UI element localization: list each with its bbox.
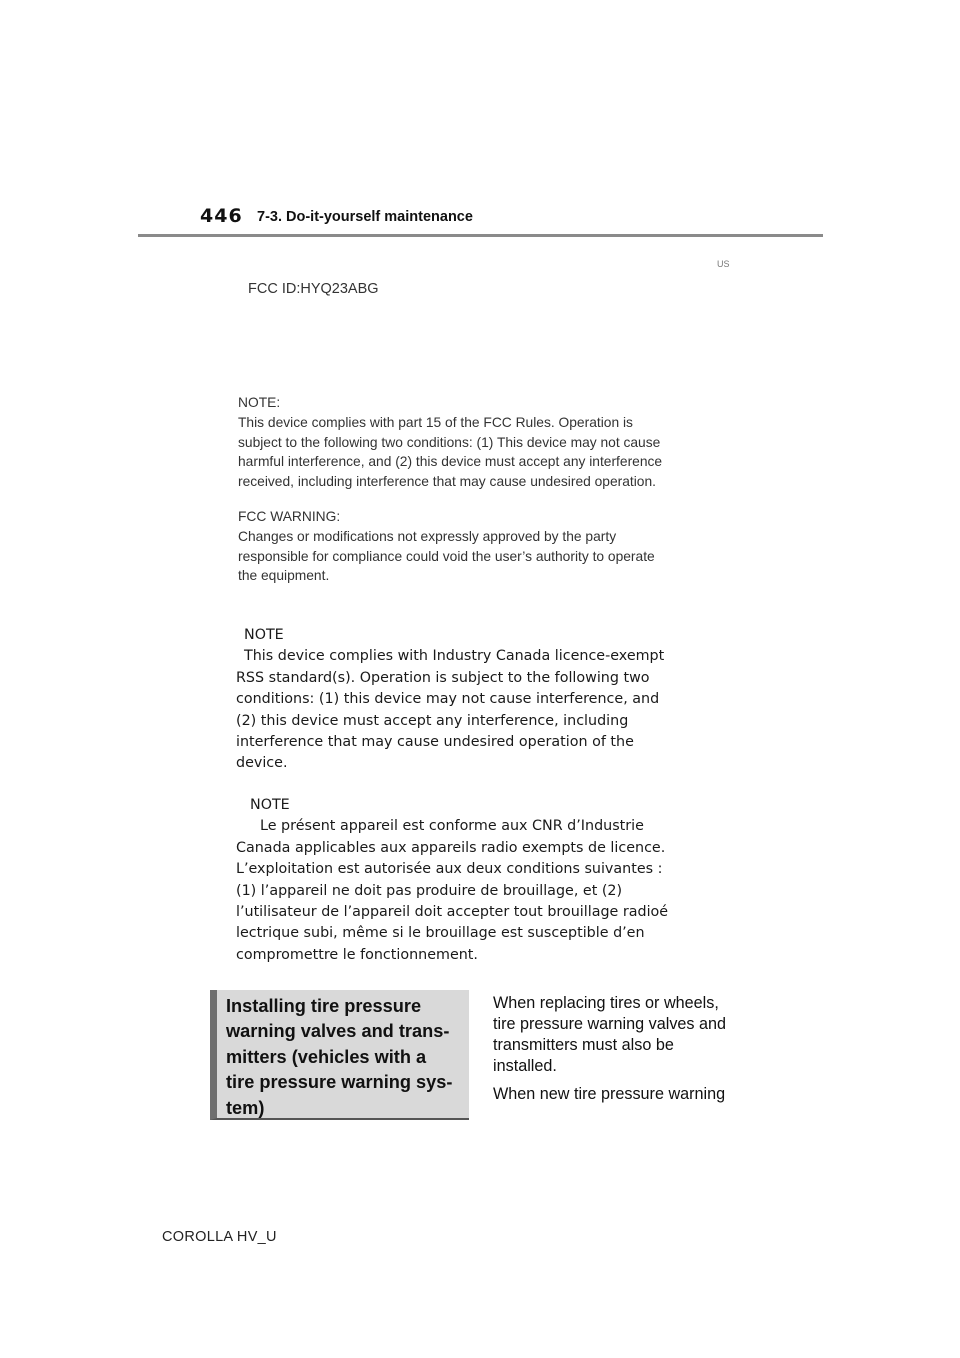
subsection-heading-line: tire pressure warning sys- [226,1072,453,1093]
ic-note-line: compromettre le fonctionnement. [236,946,478,963]
subsection-heading-line: warning valves and trans- [226,1021,450,1042]
body-line: installed. [493,1057,557,1075]
ic-note-line: conditions: (1) this device may not cause interference, and [236,691,660,708]
fcc-warning-heading: FCC WARNING: [238,509,341,524]
header-divider [138,234,823,237]
subsection-heading-line: tem) [226,1097,265,1118]
fcc-note-line: received, including interference that may cause undesired operation. [238,474,656,490]
ic-note-line: L’exploitation est autorisée aux deux conditions suivantes : [236,861,663,878]
ic-note-line: Le présent appareil est conforme aux CNR d’Industrie [260,818,644,835]
ic-note-heading: NOTE [250,797,290,813]
fcc-warning-line: the equipment. [238,568,330,584]
fcc-note-line: This device complies with part 15 of the FCC Rules. Operation is [238,414,633,430]
footer-model: COROLLA HV_U [162,1229,277,1245]
ic-note-line: RSS standard(s). Operation is subject to the following two [236,669,650,686]
fcc-warning-line: Changes or modifications not expressly approved by the party [238,528,617,544]
fcc-id: FCC ID:HYQ23ABG [248,281,379,297]
fcc-note [238,393,738,492]
fcc-note-line: harmful interference, and (2) this device must accept any interference [238,454,663,470]
ic-note-line: This device complies with Industry Canada licence-exempt [244,648,665,665]
fcc-warning [238,507,738,586]
ic-note-line: (1) l’appareil ne doit pas produire de brouillage, et (2) [236,882,623,899]
ic-note-heading: NOTE [244,627,284,643]
ic-note-line: (2) this device must accept any interference, including [236,712,629,729]
body-paragraph-2 [493,1084,753,1105]
subsection-heading-line: Installing tire pressure [226,996,422,1016]
page-number: 446 [200,205,243,227]
body-paragraph-1 [493,993,753,1077]
fcc-note-line: subject to the following two conditions: (1) This device may not cause [238,434,661,450]
body-line: tire pressure warning valves and [493,1015,727,1033]
ic-note-line: lectrique subi, même si le brouillage est susceptible d’en [236,925,645,942]
fcc-warning-line: responsible for compliance could void the user’s authority to operate [238,548,655,564]
ic-note-line: device. [236,755,288,772]
ic-note-line: l’utilisateur de l’appareil doit accepter tout brouillage radioé [236,904,669,921]
section-title: 7-3. Do-it-yourself maintenance [257,209,473,225]
body-text [493,993,753,1105]
fcc-note-heading: NOTE: [238,395,281,410]
region-mark: US [717,259,730,269]
ic-note-line: interference that may cause undesired operation of the [236,734,634,751]
subsection-heading-line: mitters (vehicles with a [226,1046,427,1067]
body-line: transmitters must also be [493,1036,674,1054]
body-line: When new tire pressure warning [493,1085,726,1103]
body-line: When replacing tires or wheels, [493,994,719,1012]
subsection-heading-box [210,990,469,1120]
ic-note-french [236,795,736,966]
ic-note-line: Canada applicables aux appareils radio exempts de licence. [236,839,666,856]
ic-note-english [236,625,736,775]
